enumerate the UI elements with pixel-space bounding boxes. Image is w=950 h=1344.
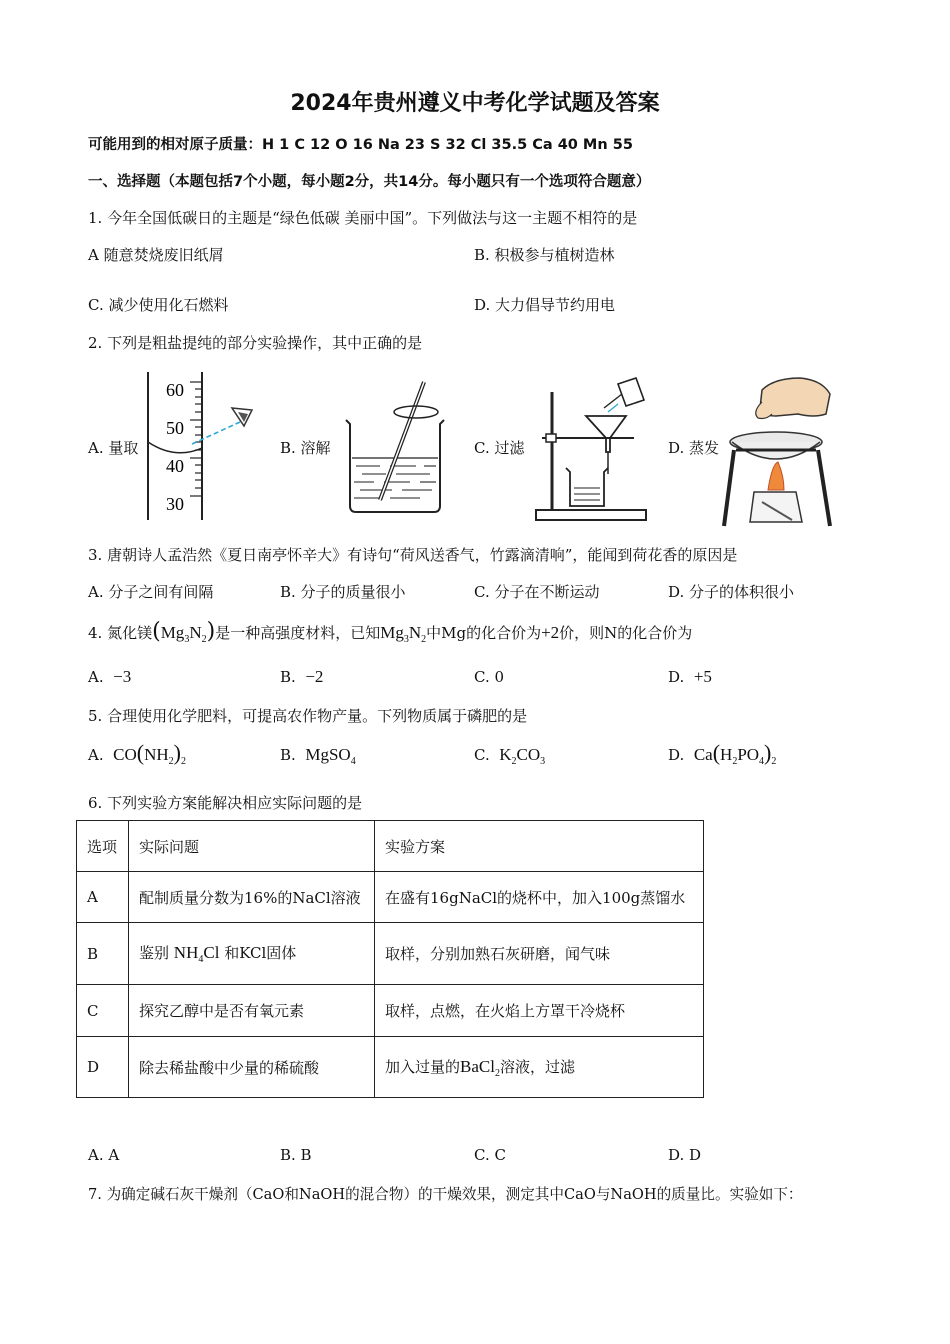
- header-problem: 实际问题: [129, 821, 375, 872]
- q1-stem: 1. 今年全国低碳日的主题是“绿色低碳 美丽中国”。下列做法与这一主题不相符的是: [88, 209, 638, 227]
- row-option: C: [77, 985, 129, 1037]
- q3-option-c: C. 分子在不断运动: [474, 583, 600, 601]
- q5-option-c: C. $K_2CO_3$: [474, 745, 546, 767]
- q4-option-a: A. −3: [88, 667, 132, 686]
- table-row: [77, 985, 704, 1037]
- q1-option-b: B. 积极参与植树造林: [474, 246, 615, 264]
- q4-suffix: 价，则N的化合价为: [559, 624, 693, 642]
- q4-option-b: B. −2: [280, 667, 324, 686]
- section-heading: 一、选择题（本题包括7个小题，每小题2分，共14分。每小题只有一个选项符合题意）: [88, 174, 651, 190]
- q6-option-d: D. D: [668, 1146, 702, 1164]
- q4-stem: 4. 氮化镁$(Mg_3N_2)$是一种高强度材料，已知$Mg_3N_2$中Mg的化合价为+2价，则N的化合价为: [88, 619, 693, 645]
- q1-option-d: D. 大力倡导节约用电: [474, 296, 616, 314]
- q2-option-a: A. 量取: [88, 439, 139, 457]
- header-plan: 实验方案: [375, 821, 704, 872]
- header-option: 选项: [77, 821, 129, 872]
- q2-option-d: D. 蒸发: [668, 439, 720, 457]
- row-option: A: [77, 872, 129, 923]
- cylinder-tick-50: 50: [166, 418, 184, 438]
- q3-stem: 3. 唐朝诗人孟浩然《夏日南亭怀辛大》有诗句“荷风送香气，竹露滴清响”，能闻到荷花香的原因是: [88, 546, 738, 564]
- q6-option-b: B. B: [280, 1146, 312, 1164]
- q6-option-a: A. A: [88, 1146, 120, 1164]
- q2-option-c: C. 过滤: [474, 439, 525, 457]
- q1-option-a: A 随意焚烧废旧纸屑: [88, 246, 224, 264]
- q4-mid1: 是一种高强度材料，已知: [215, 624, 381, 642]
- q3-option-d: D. 分子的体积很小: [668, 583, 795, 601]
- table-row: [77, 1037, 704, 1098]
- q5-stem: 5. 合理使用化学肥料，可提高农作物产量。下列物质属于磷肥的是: [88, 707, 528, 725]
- table-header-row: [77, 821, 704, 872]
- mg-valence: +2: [541, 623, 560, 642]
- formula-mg3n2: $Mg_3N_2$: [160, 623, 207, 645]
- row-option: B: [77, 923, 129, 985]
- q5-option-a: A. $CO(NH_2)_2$: [88, 740, 186, 767]
- q5-option-d: D. $Ca(H_2PO_4)_2$: [668, 740, 777, 767]
- table-row: [77, 872, 704, 923]
- q7-stem: 7. 为确定碱石灰干燥剂（CaO和NaOH的混合物）的干燥效果，测定其中CaO与NaOH的质量比。实验如下：: [88, 1186, 803, 1203]
- q2-option-b: B. 溶解: [280, 439, 331, 457]
- q6-table: [76, 820, 704, 1098]
- row-plan: 取样，分别加熟石灰研磨，闻气味: [375, 923, 704, 985]
- q1-option-c: C. 减少使用化石燃料: [88, 296, 229, 314]
- row-problem: 除去稀盐酸中少量的稀硫酸: [129, 1037, 375, 1098]
- q3-option-a: A. 分子之间有间隔: [88, 583, 214, 601]
- row-plan: 在盛有16gNaCl的烧杯中，加入100g蒸馏水: [375, 872, 704, 923]
- q4-option-c: C. 0: [474, 668, 505, 686]
- row-plan: 加入过量的BaCl$_2$溶液，过滤: [375, 1037, 704, 1098]
- row-problem: 鉴别 $NH_4Cl$ 和KCl固体: [129, 923, 375, 985]
- cylinder-tick-60: 60: [166, 380, 184, 400]
- row-option: D: [77, 1037, 129, 1098]
- cylinder-tick-30: 30: [166, 494, 184, 514]
- q6-stem: 6. 下列实验方案能解决相应实际问题的是: [88, 794, 363, 812]
- q2-stem: 2. 下列是粗盐提纯的部分实验操作，其中正确的是: [88, 334, 423, 352]
- q4-option-d: D. +5: [668, 667, 712, 686]
- atomic-masses: 可能用到的相对原子质量：H 1 C 12 O 16 Na 23 S 32 Cl 35.5 Ca 40 Mn 55: [88, 137, 633, 153]
- filtration-illustration: [530, 370, 660, 526]
- table-row: [77, 923, 704, 985]
- evaporation-illustration: [722, 372, 842, 528]
- q4-mid2: 中Mg的化合价为: [426, 624, 542, 642]
- row-problem: 探究乙醇中是否有氧元素: [129, 985, 375, 1037]
- row-problem: 配制质量分数为16%的NaCl溶液: [129, 872, 375, 923]
- dissolving-beaker-illustration: [340, 378, 450, 518]
- row-plan: 取样，点燃，在火焰上方罩干冷烧杯: [375, 985, 704, 1037]
- formula-mg3n2-inline: $Mg_3N_2$: [380, 623, 427, 645]
- measuring-cylinder-illustration: [140, 368, 260, 524]
- cylinder-tick-40: 40: [166, 456, 184, 476]
- q6-option-c: C. C: [474, 1146, 506, 1164]
- q3-option-b: B. 分子的质量很小: [280, 583, 406, 601]
- page-title: 2024年贵州遵义中考化学试题及答案: [290, 91, 660, 116]
- q5-option-b: B. MgSO$_4$: [280, 745, 356, 767]
- q4-prefix: 4. 氮化镁: [88, 624, 153, 642]
